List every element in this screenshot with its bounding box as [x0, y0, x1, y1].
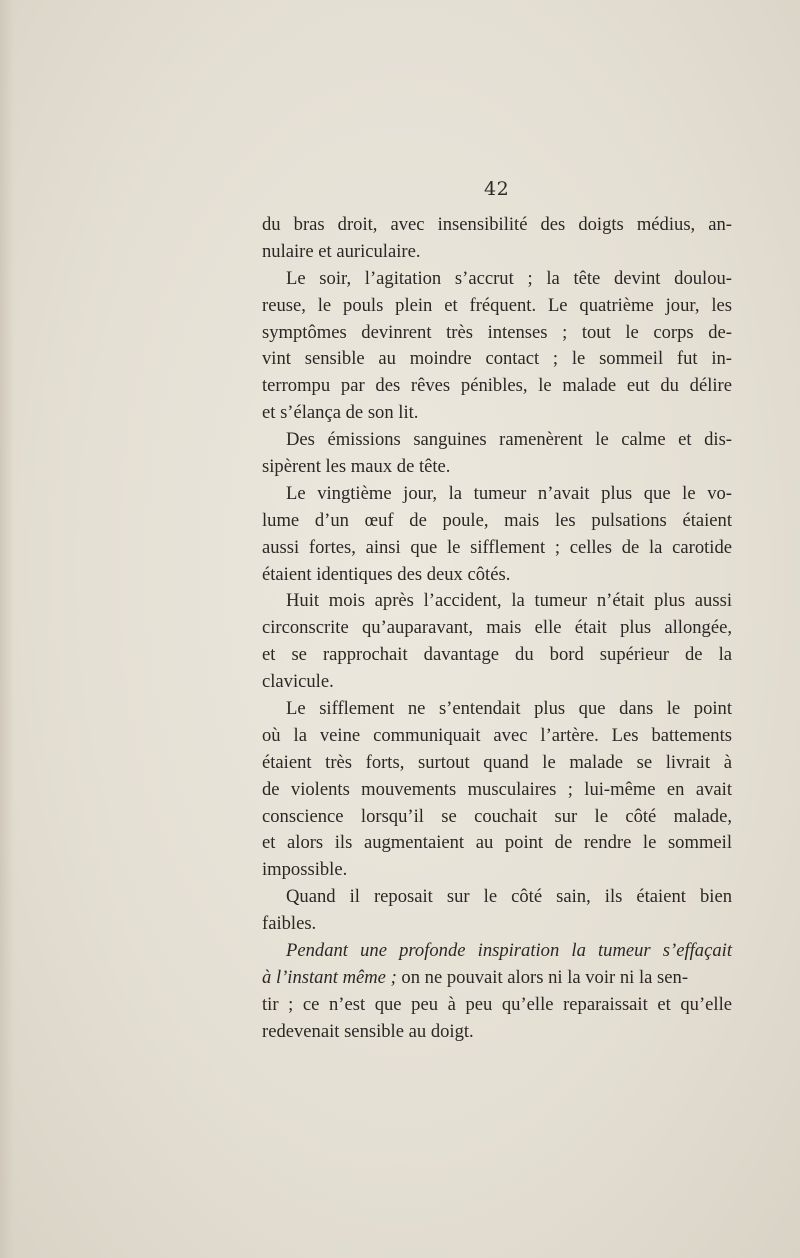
paragraph-start-line: Huit mois après l’accident, la tumeur n’était plus aussi [286, 590, 732, 612]
italic-phrase: à l’instant même ; [262, 966, 397, 988]
text-line: nulaire et auriculaire. [262, 240, 421, 262]
italic-paragraph-start-line: Pendant une profonde inspiration la tumeur s’effaçait [286, 940, 732, 962]
text-line: circonscrite qu’auparavant, mais elle était plus allongée, [262, 617, 732, 639]
text-line: sipèrent les maux de tête. [262, 456, 451, 478]
page-binding-shadow [0, 0, 14, 1258]
text-line: symptômes devinrent très intenses ; tout le corps de- [262, 321, 732, 343]
text-line: vint sensible au moindre contact ; le sommeil fut in- [262, 348, 732, 370]
text-line: lume d’un œuf de poule, mais les pulsations étaient [262, 509, 732, 531]
text-line: faibles. [262, 913, 317, 935]
text-line: étaient identiques des deux côtés. [262, 563, 511, 585]
text-line: aussi fortes, ainsi que le sifflement ; celles de la carotide [262, 536, 732, 558]
paragraph-start-line: Le soir, l’agitation s’accrut ; la tête devint doulou- [286, 267, 732, 289]
paragraph-start-line: Le sifflement ne s’entendait plus que dans le point [286, 698, 732, 720]
paragraph-start-line: Des émissions sanguines ramenèrent le calme et dis- [286, 429, 732, 451]
text-line: conscience lorsqu’il se couchait sur le côté malade, [262, 805, 732, 827]
text-line: et alors ils augmentaient au point de rendre le sommeil [262, 832, 732, 854]
text-line: redevenait sensible au doigt. [262, 1020, 474, 1042]
body-text [262, 212, 732, 1046]
text-line: de violents mouvements musculaires ; lui-même en avait [262, 778, 732, 800]
text-line: et s’élança de son lit. [262, 402, 419, 424]
mixed-style-line [262, 965, 732, 992]
text-line: impossible. [262, 859, 348, 881]
text-line: et se rapprochait davantage du bord supérieur de la [262, 644, 732, 666]
roman-phrase: on ne pouvait alors ni la voir ni la sen- [396, 966, 689, 988]
paragraph-start-line: Le vingtième jour, la tumeur n’avait plus que le vo- [286, 482, 732, 504]
text-line: terrompu par des rêves pénibles, le malade eut du délire [262, 375, 732, 397]
text-line: clavicule. [262, 671, 334, 693]
text-line: où la veine communiquait avec l’artère. Les battements [262, 724, 732, 746]
text-line: reuse, le pouls plein et fréquent. Le quatrième jour, les [262, 294, 732, 316]
text-line: du bras droit, avec insensibilité des doigts médius, an- [262, 214, 732, 235]
text-line: étaient très forts, surtout quand le malade se livrait à [262, 751, 732, 773]
paragraph-start-line: Quand il reposait sur le côté sain, ils étaient bien [286, 886, 732, 908]
text-line: tir ; ce n’est que peu à peu qu’elle reparaissait et qu’elle [262, 993, 732, 1015]
page-number: 42 [484, 178, 510, 200]
